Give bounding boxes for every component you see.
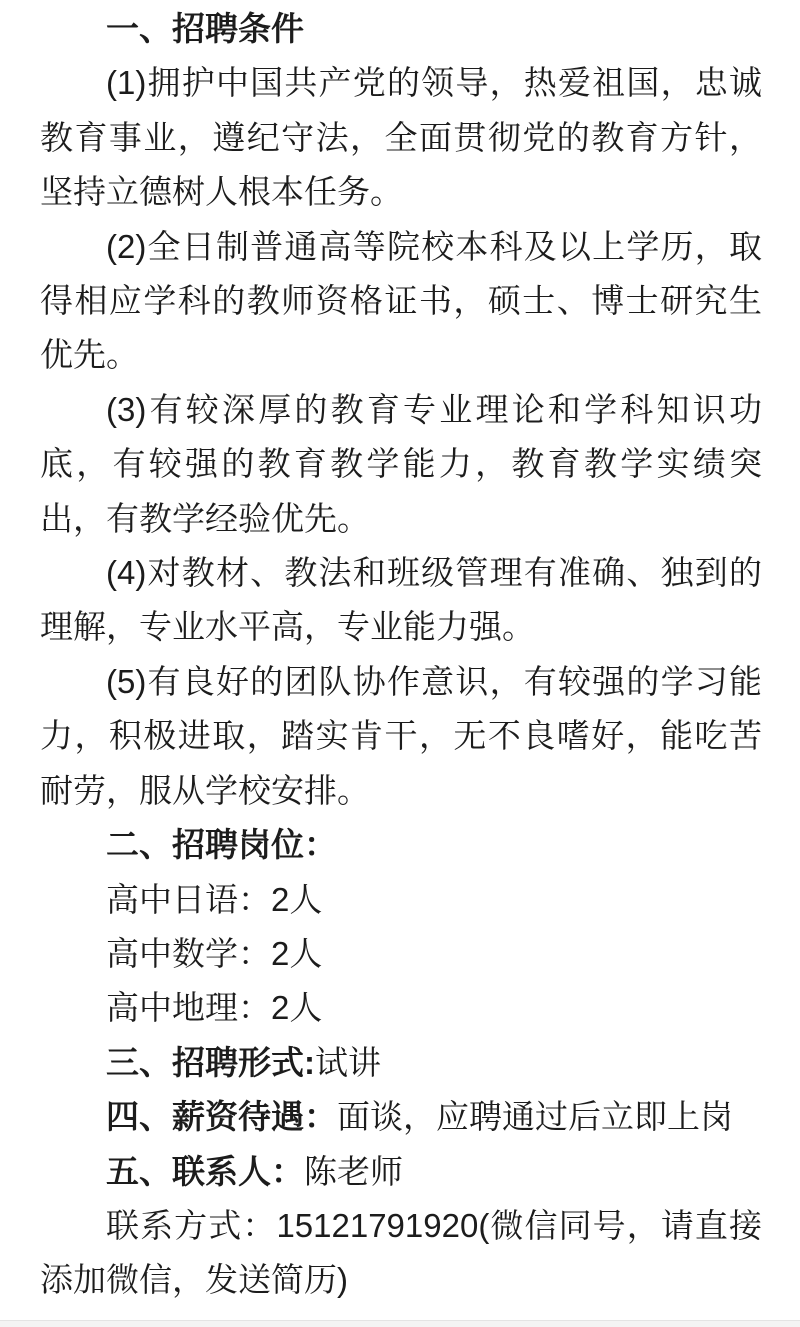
condition-paragraph-5: (5)有良好的团队协作意识，有较强的学习能力，积极进取，踏实肯干，无不良嗜好，能吃苦耐劳，服从学校安排。 [40, 662, 762, 809]
condition-paragraph-4: (4)对教材、教法和班级管理有准确、独到的理解，专业水平高，专业能力强。 [40, 554, 762, 646]
section-2-heading: 二、招聘岗位： [106, 826, 337, 864]
section-3-heading: 三、招聘形式: [106, 1043, 315, 1081]
bottom-edge-divider [0, 1320, 800, 1327]
section-5-heading: 五、联系人： [106, 1152, 304, 1190]
section-4-line [40, 1090, 762, 1144]
section-5-line [40, 1145, 762, 1199]
contact-phone: 15121791920 [276, 1206, 479, 1244]
position-item-math: 高中数学：2人 [106, 934, 323, 972]
section-1-heading: 一、招聘条件 [106, 10, 304, 47]
section-3-value: 试讲 [315, 1043, 381, 1081]
position-item-geography: 高中地理：2人 [106, 989, 323, 1027]
section-5-value: 陈老师 [304, 1152, 403, 1190]
section-3-line [40, 1036, 762, 1090]
section-4-heading: 四、薪资待遇： [106, 1098, 337, 1136]
position-item-japanese: 高中日语：2人 [106, 880, 323, 918]
condition-paragraph-2: (2)全日制普通高等院校本科及以上学历，取得相应学科的教师资格证书，硕士、博士研究生优先。 [40, 227, 762, 374]
contact-line [40, 1199, 762, 1308]
condition-paragraph-1: (1)拥护中国共产党的领导，热爱祖国，忠诚教育事业，遵纪守法，全面贯彻党的教育方针，坚持立德树人根本任务。 [40, 64, 762, 211]
section-4-value: 面谈，应聘通过后立即上岗 [337, 1098, 733, 1136]
condition-paragraph-3: (3)有较深厚的教育专业理论和学科知识功底，有较强的教育教学能力，教育教学实绩突出，有教学经验优先。 [40, 390, 762, 537]
contact-note: (微信同号，请直接添加微信，发送简历) [40, 1206, 763, 1299]
contact-label: 联系方式： [106, 1206, 277, 1244]
